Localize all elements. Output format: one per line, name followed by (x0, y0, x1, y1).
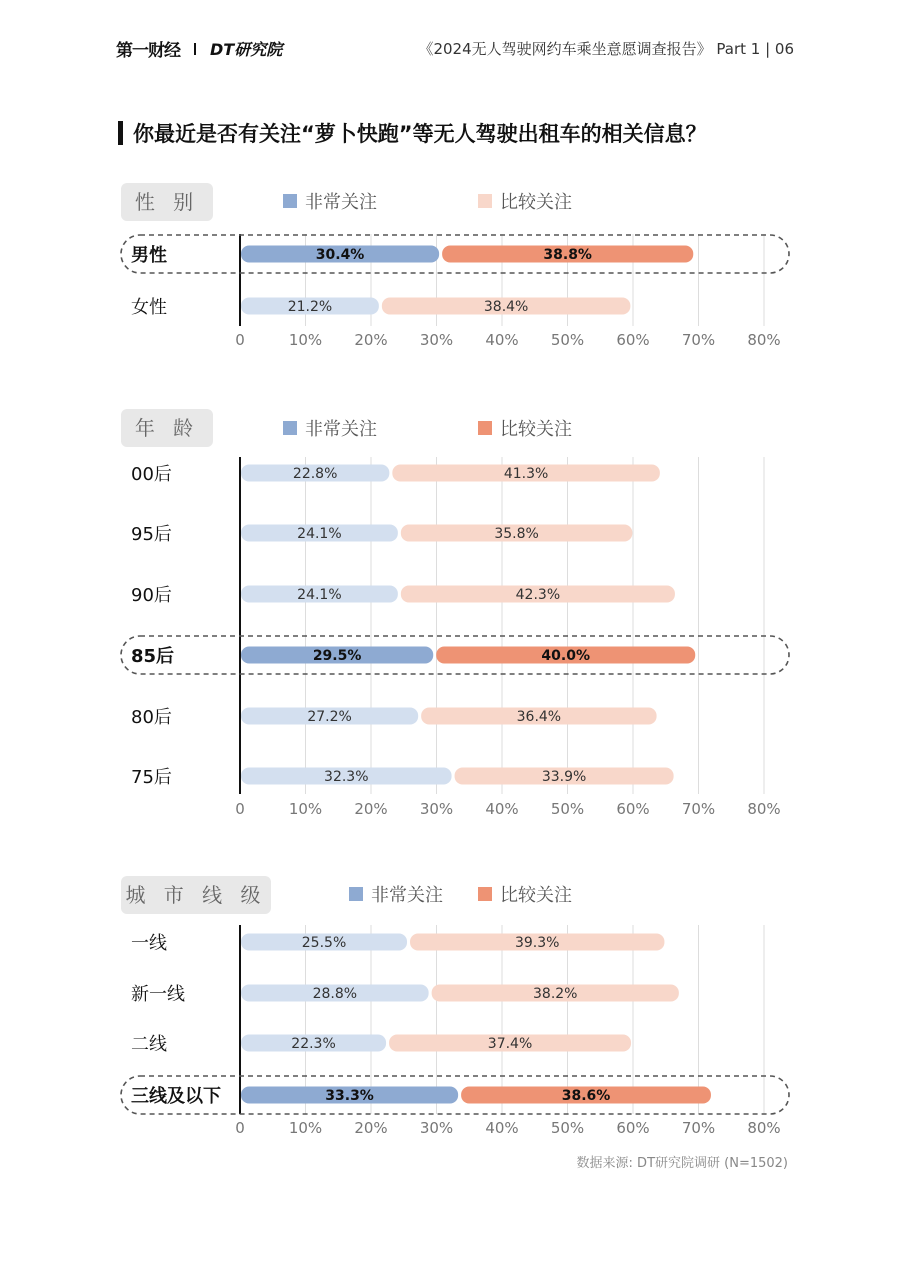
bar-value-label: 24.1% (297, 587, 342, 603)
x-tick-label: 30% (419, 331, 454, 349)
category-label: 三线及以下 (131, 1086, 221, 1107)
bar-value-label: 30.4% (315, 247, 365, 263)
legend-label: 比较关注 (500, 885, 572, 906)
category-label: 85后 (131, 646, 175, 667)
x-tick-label: 0 (235, 800, 245, 818)
category-label: 女性 (131, 297, 167, 318)
group-label: 性 别 (134, 190, 200, 214)
x-tick-label: 60% (616, 1119, 650, 1137)
x-tick-label: 60% (616, 331, 650, 349)
legend-label: 比较关注 (500, 419, 572, 440)
bar-value-label: 36.4% (516, 709, 562, 725)
x-tick-label: 80% (747, 800, 781, 818)
x-tick-label: 20% (354, 1119, 388, 1137)
legend-label: 非常关注 (305, 419, 377, 440)
bar-value-label: 38.8% (543, 247, 592, 263)
bar-value-label: 40.0% (541, 648, 591, 664)
x-tick-label: 20% (354, 331, 388, 349)
category-label: 二线 (131, 1034, 167, 1055)
legend-swatch (478, 887, 492, 901)
bar-value-label: 24.1% (297, 526, 342, 542)
legend-label: 比较关注 (500, 192, 572, 213)
category-label: 95后 (131, 524, 172, 545)
bar-value-label: 29.5% (312, 648, 362, 664)
x-tick-label: 40% (485, 331, 519, 349)
bar-value-label: 35.8% (494, 526, 539, 542)
bar-value-label: 37.4% (487, 1036, 533, 1052)
bar-value-label: 22.3% (291, 1036, 336, 1052)
report-title: 《2024无人驾驶网约车乘坐意愿调查报告》 Part 1 | 06 (418, 40, 794, 58)
x-tick-label: 0 (235, 331, 245, 349)
legend-label: 非常关注 (305, 192, 377, 213)
bar-value-label: 33.9% (541, 769, 587, 785)
x-tick-label: 40% (485, 800, 519, 818)
x-tick-label: 30% (419, 800, 454, 818)
category-label: 新一线 (131, 984, 185, 1005)
x-tick-label: 80% (747, 1119, 781, 1137)
bar-value-label: 21.2% (287, 299, 333, 315)
bar-value-label: 22.8% (292, 466, 338, 482)
category-label: 00后 (131, 464, 172, 485)
group-label: 城 市 线 级 (125, 883, 267, 907)
category-label: 一线 (131, 933, 167, 954)
bar-value-label: 41.3% (503, 466, 549, 482)
bar-value-label: 38.2% (533, 986, 578, 1002)
bar-value-label: 32.3% (324, 769, 369, 785)
bar-value-label: 42.3% (515, 587, 561, 603)
legend-swatch (283, 421, 297, 435)
legend-swatch (478, 194, 492, 208)
x-tick-label: 40% (485, 1119, 519, 1137)
category-label: 90后 (131, 585, 172, 606)
legend-swatch (349, 887, 363, 901)
x-tick-label: 70% (681, 800, 716, 818)
x-tick-label: 20% (354, 800, 388, 818)
x-tick-label: 50% (550, 331, 585, 349)
bar-value-label: 33.3% (325, 1088, 374, 1104)
bar-value-label: 25.5% (301, 935, 347, 951)
bar-value-label: 28.8% (312, 986, 358, 1002)
x-tick-label: 10% (288, 1119, 323, 1137)
yicai-logo: 第一财经 (116, 41, 180, 61)
bar-value-label: 27.2% (307, 709, 352, 725)
bar-value-label: 38.4% (483, 299, 529, 315)
dt-logo: DT研究院 (210, 40, 283, 59)
x-tick-label: 70% (681, 331, 716, 349)
x-tick-label: 50% (550, 800, 585, 818)
group-label: 年 龄 (134, 416, 200, 440)
category-label: 男性 (131, 245, 167, 266)
bar-value-label: 39.3% (514, 935, 560, 951)
x-tick-label: 0 (235, 1119, 245, 1137)
x-tick-label: 10% (288, 331, 323, 349)
category-label: 80后 (131, 707, 172, 728)
bar-value-label: 38.6% (561, 1088, 611, 1104)
legend-swatch (478, 421, 492, 435)
x-tick-label: 60% (616, 800, 650, 818)
question-text: 你最近是否有关注“萝卜快跑”等无人驾驶出租车的相关信息？ (133, 122, 707, 146)
data-source: 数据来源: DT研究院调研 (N=1502) (576, 1156, 788, 1171)
x-tick-label: 50% (550, 1119, 585, 1137)
x-tick-label: 70% (681, 1119, 716, 1137)
category-label: 75后 (131, 767, 172, 788)
x-tick-label: 30% (419, 1119, 454, 1137)
legend-swatch (283, 194, 297, 208)
x-tick-label: 10% (288, 800, 323, 818)
x-tick-label: 80% (747, 331, 781, 349)
legend-label: 非常关注 (371, 885, 443, 906)
